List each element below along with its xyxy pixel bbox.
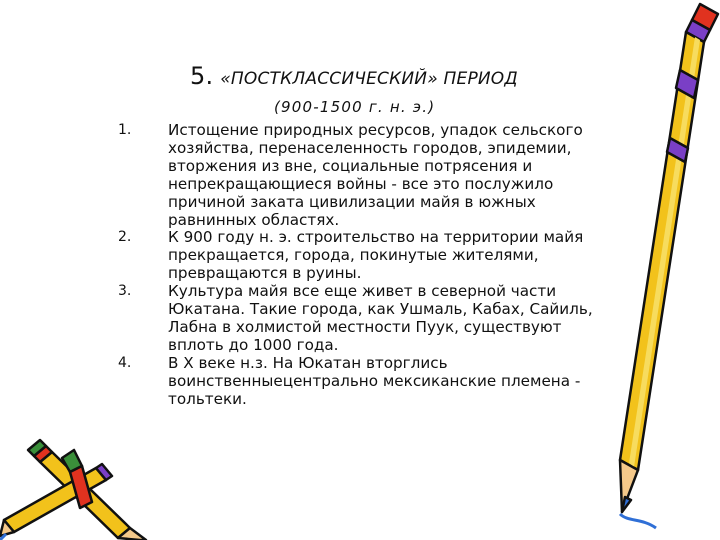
list-item [112, 122, 622, 229]
title-main: «ПОСТКЛАССИЧЕСКИЙ» ПЕРИОД [220, 69, 518, 89]
list-item [112, 355, 622, 409]
list-marker: 4. [118, 354, 132, 371]
list-marker: 1. [118, 122, 132, 138]
slide-subtitle: (900-1500 г. н. э.) [274, 98, 436, 116]
list-item-text: В X веке н.з. На Юкатан вторглись воинственныецентрально мексиканские племена - тольтеки. [168, 353, 581, 408]
list-item-text: Истощение природных ресурсов, упадок сельского хозяйства, перенаселенность городов, эпидемии, вторжения из вне, социальные потрясения и непрекращающиеся войны - все это послужило причиной заката цивилизации майя в южных равнинных областях. [168, 121, 583, 229]
list-item-text: Культура майя все еще живет в северной части Юкатана. Такие города, как Ушмаль, Кабах, Сайиль, Лабна в холмистой местности Пуук, существуют вплоть до 1000 года. [168, 282, 593, 354]
title-number: 5. [190, 62, 214, 90]
list-marker: 2. [118, 229, 132, 246]
crossed-pencils-icon [0, 432, 150, 540]
pencil-icon [598, 0, 720, 540]
numbered-list [112, 122, 622, 409]
list-item [112, 229, 622, 283]
list-marker: 3. [118, 283, 132, 300]
list-item [112, 283, 622, 355]
list-item-text: К 900 году н. э. строительство на территории майя прекращается, города, покинутые жителями, превращаются в руины. [168, 228, 584, 283]
slide-title [190, 62, 518, 90]
